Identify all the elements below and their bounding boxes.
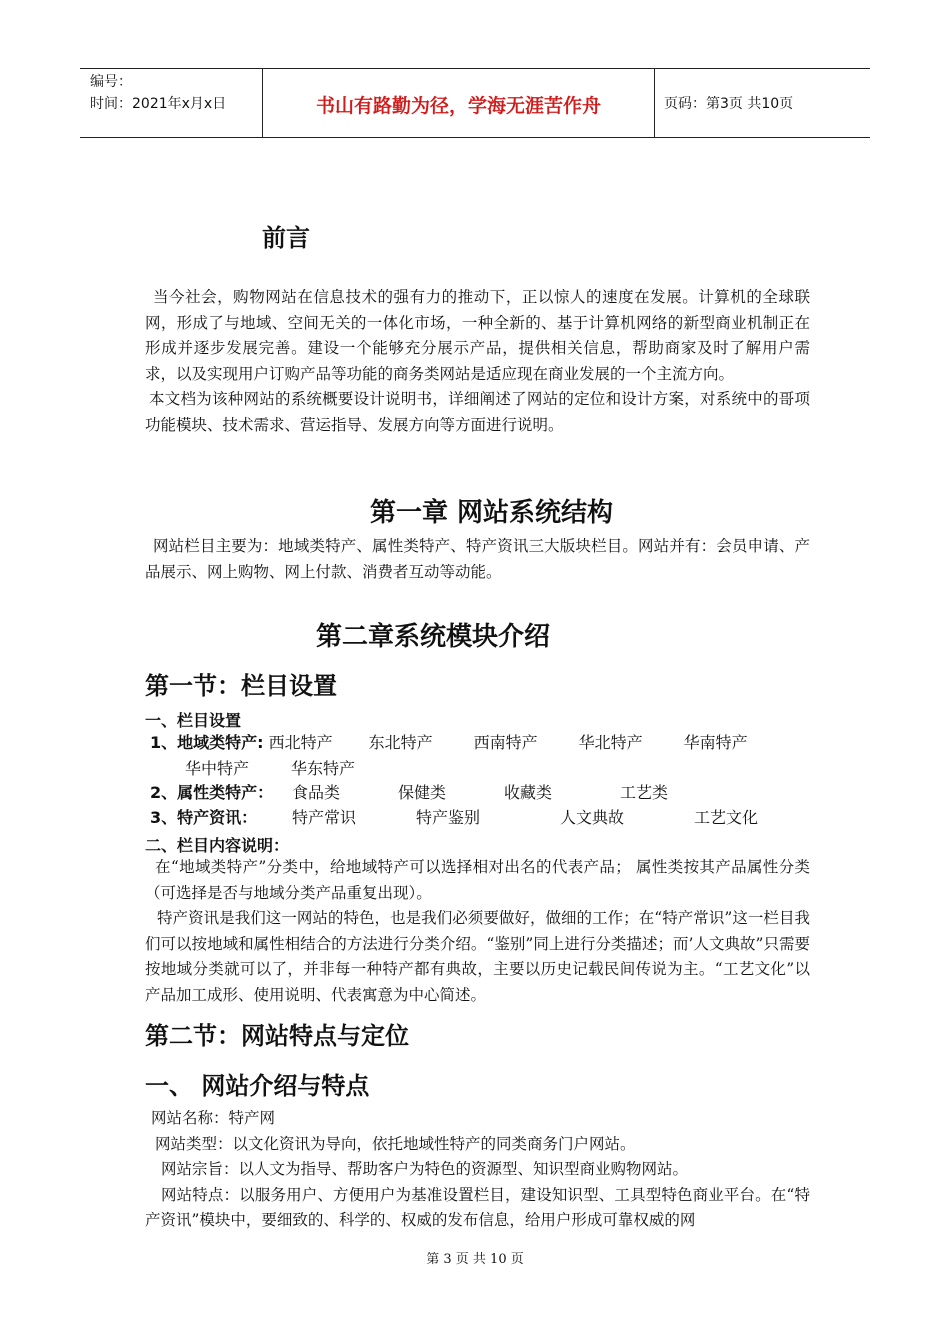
category-value: 华中特产 xyxy=(185,759,250,778)
category-value: 华东特产 xyxy=(291,759,356,778)
section1-subheading-1: 一、栏目设置 xyxy=(145,711,242,730)
section1-subheading-2: 二、栏目内容说明： xyxy=(145,836,290,855)
category-value: 东北特产 xyxy=(368,733,433,752)
category-item-1 xyxy=(150,730,748,755)
chapter2-title: 第二章系统模块介绍 xyxy=(316,622,551,652)
category-value: 特产鉴别 xyxy=(416,808,481,827)
category-value: 西北特产 xyxy=(268,733,333,752)
category-item-1-continued xyxy=(185,756,355,781)
header-page-label: 页码：第3页 共10页 xyxy=(664,96,794,112)
site-feature: 网站特点：以服务用户、方便用户为基准设置栏目，建设知识型、工具型特色商业平台。在“特产资讯”模块中，要细致的、科学的、权威的发布信息，给用户形成可靠权威的网 xyxy=(145,1185,810,1229)
category-item-3 xyxy=(150,805,758,830)
site-purpose: 网站宗旨：以人文为指导、帮助客户为特色的资源型、知识型商业购物网站。 xyxy=(161,1160,689,1178)
preface-body xyxy=(145,285,810,438)
page-footer: 第 3 页 共 10 页 xyxy=(426,1252,524,1267)
section2-subheading: 一、 网站介绍与特点 xyxy=(145,1072,370,1100)
page-header xyxy=(80,68,870,138)
category-label: 2、属性类特产： xyxy=(150,783,274,802)
number-label: 编号： xyxy=(90,74,132,90)
category-value: 西南特产 xyxy=(473,733,538,752)
header-info xyxy=(90,71,260,115)
category-value: 特产常识 xyxy=(292,808,357,827)
preface-paragraph-2: 本文档为该种网站的系统概要设计说明书，详细阐述了网站的定位和设计方案，对系统中的哥项功能模块、技术需求、营运指导、发展方向等方面进行说明。 xyxy=(145,390,810,434)
chapter1-paragraph: 网站栏目主要为：地域类特产、属性类特产、特产资讯三大版块栏目。网站并有：会员申请、产品展示、网上购物、网上付款、消费者互动等动能。 xyxy=(145,537,810,581)
category-value: 华南特产 xyxy=(683,733,748,752)
date-label: 时间：2021年x月x日 xyxy=(90,96,227,112)
site-name: 网站名称：特产网 xyxy=(151,1109,276,1127)
section1-paragraph-2: 特产资讯是我们这一网站的特色，也是我们必须要做好，做细的工作；在“特产常识”这一栏目我们可以按地域和属性相结合的方法进行分类介绍。“鉴别”同上进行分类描述；而’人文典故”只需要按地域分类就可以了，并非每一种特产都有典故，主要以历史记载民间传说为主。“工艺文化”以产品加工成形、使用说明、代表寓意为中心简述。 xyxy=(145,909,810,1004)
section2-body xyxy=(145,1106,810,1234)
category-label: 3、特产资讯： xyxy=(150,808,258,827)
section1-paragraph-1: 在“地域类特产”分类中，给地域特产可以选择相对出名的代表产品； 属性类按其产品属性分类（可选择是否与地域分类产品重复出现）。 xyxy=(145,858,810,902)
chapter1-title: 第一章 网站系统结构 xyxy=(370,498,614,528)
category-value: 工艺类 xyxy=(620,783,669,802)
category-value: 保健类 xyxy=(398,783,447,802)
category-value: 华北特产 xyxy=(578,733,643,752)
category-label: 1、地域类特产: xyxy=(150,733,264,752)
section1-body xyxy=(145,855,810,1008)
site-type: 网站类型：以文化资讯为导向，依托地域性特产的同类商务门户网站。 xyxy=(155,1134,636,1153)
header-divider xyxy=(654,69,655,137)
preface-paragraph-1: 当今社会，购物网站在信息技术的强有力的推动下，正以惊人的速度在发展。计算机的全球联网，形成了与地域、空间无关的一体化市场，一种全新的、基于计算机网络的新型商业机制正在形成并逐步发展完善。建设一个能够充分展示产品，提供相关信息，帮助商家及时了解用户需求，以及实现用户订购产品等功能的商务类网站是适应现在商业发展的一个主流方向。 xyxy=(145,288,810,383)
category-item-2 xyxy=(150,780,668,805)
category-value: 收藏类 xyxy=(504,783,553,802)
category-value: 工艺文化 xyxy=(694,808,759,827)
chapter1-body xyxy=(145,534,810,585)
header-motto: 书山有路勤为径，学海无涯苦作舟 xyxy=(315,95,601,117)
section1-title: 第一节：栏目设置 xyxy=(145,672,337,700)
category-value: 食品类 xyxy=(292,783,341,802)
preface-title: 前言 xyxy=(262,224,310,252)
category-value: 人文典故 xyxy=(560,808,625,827)
section2-title: 第二节：网站特点与定位 xyxy=(145,1022,409,1050)
